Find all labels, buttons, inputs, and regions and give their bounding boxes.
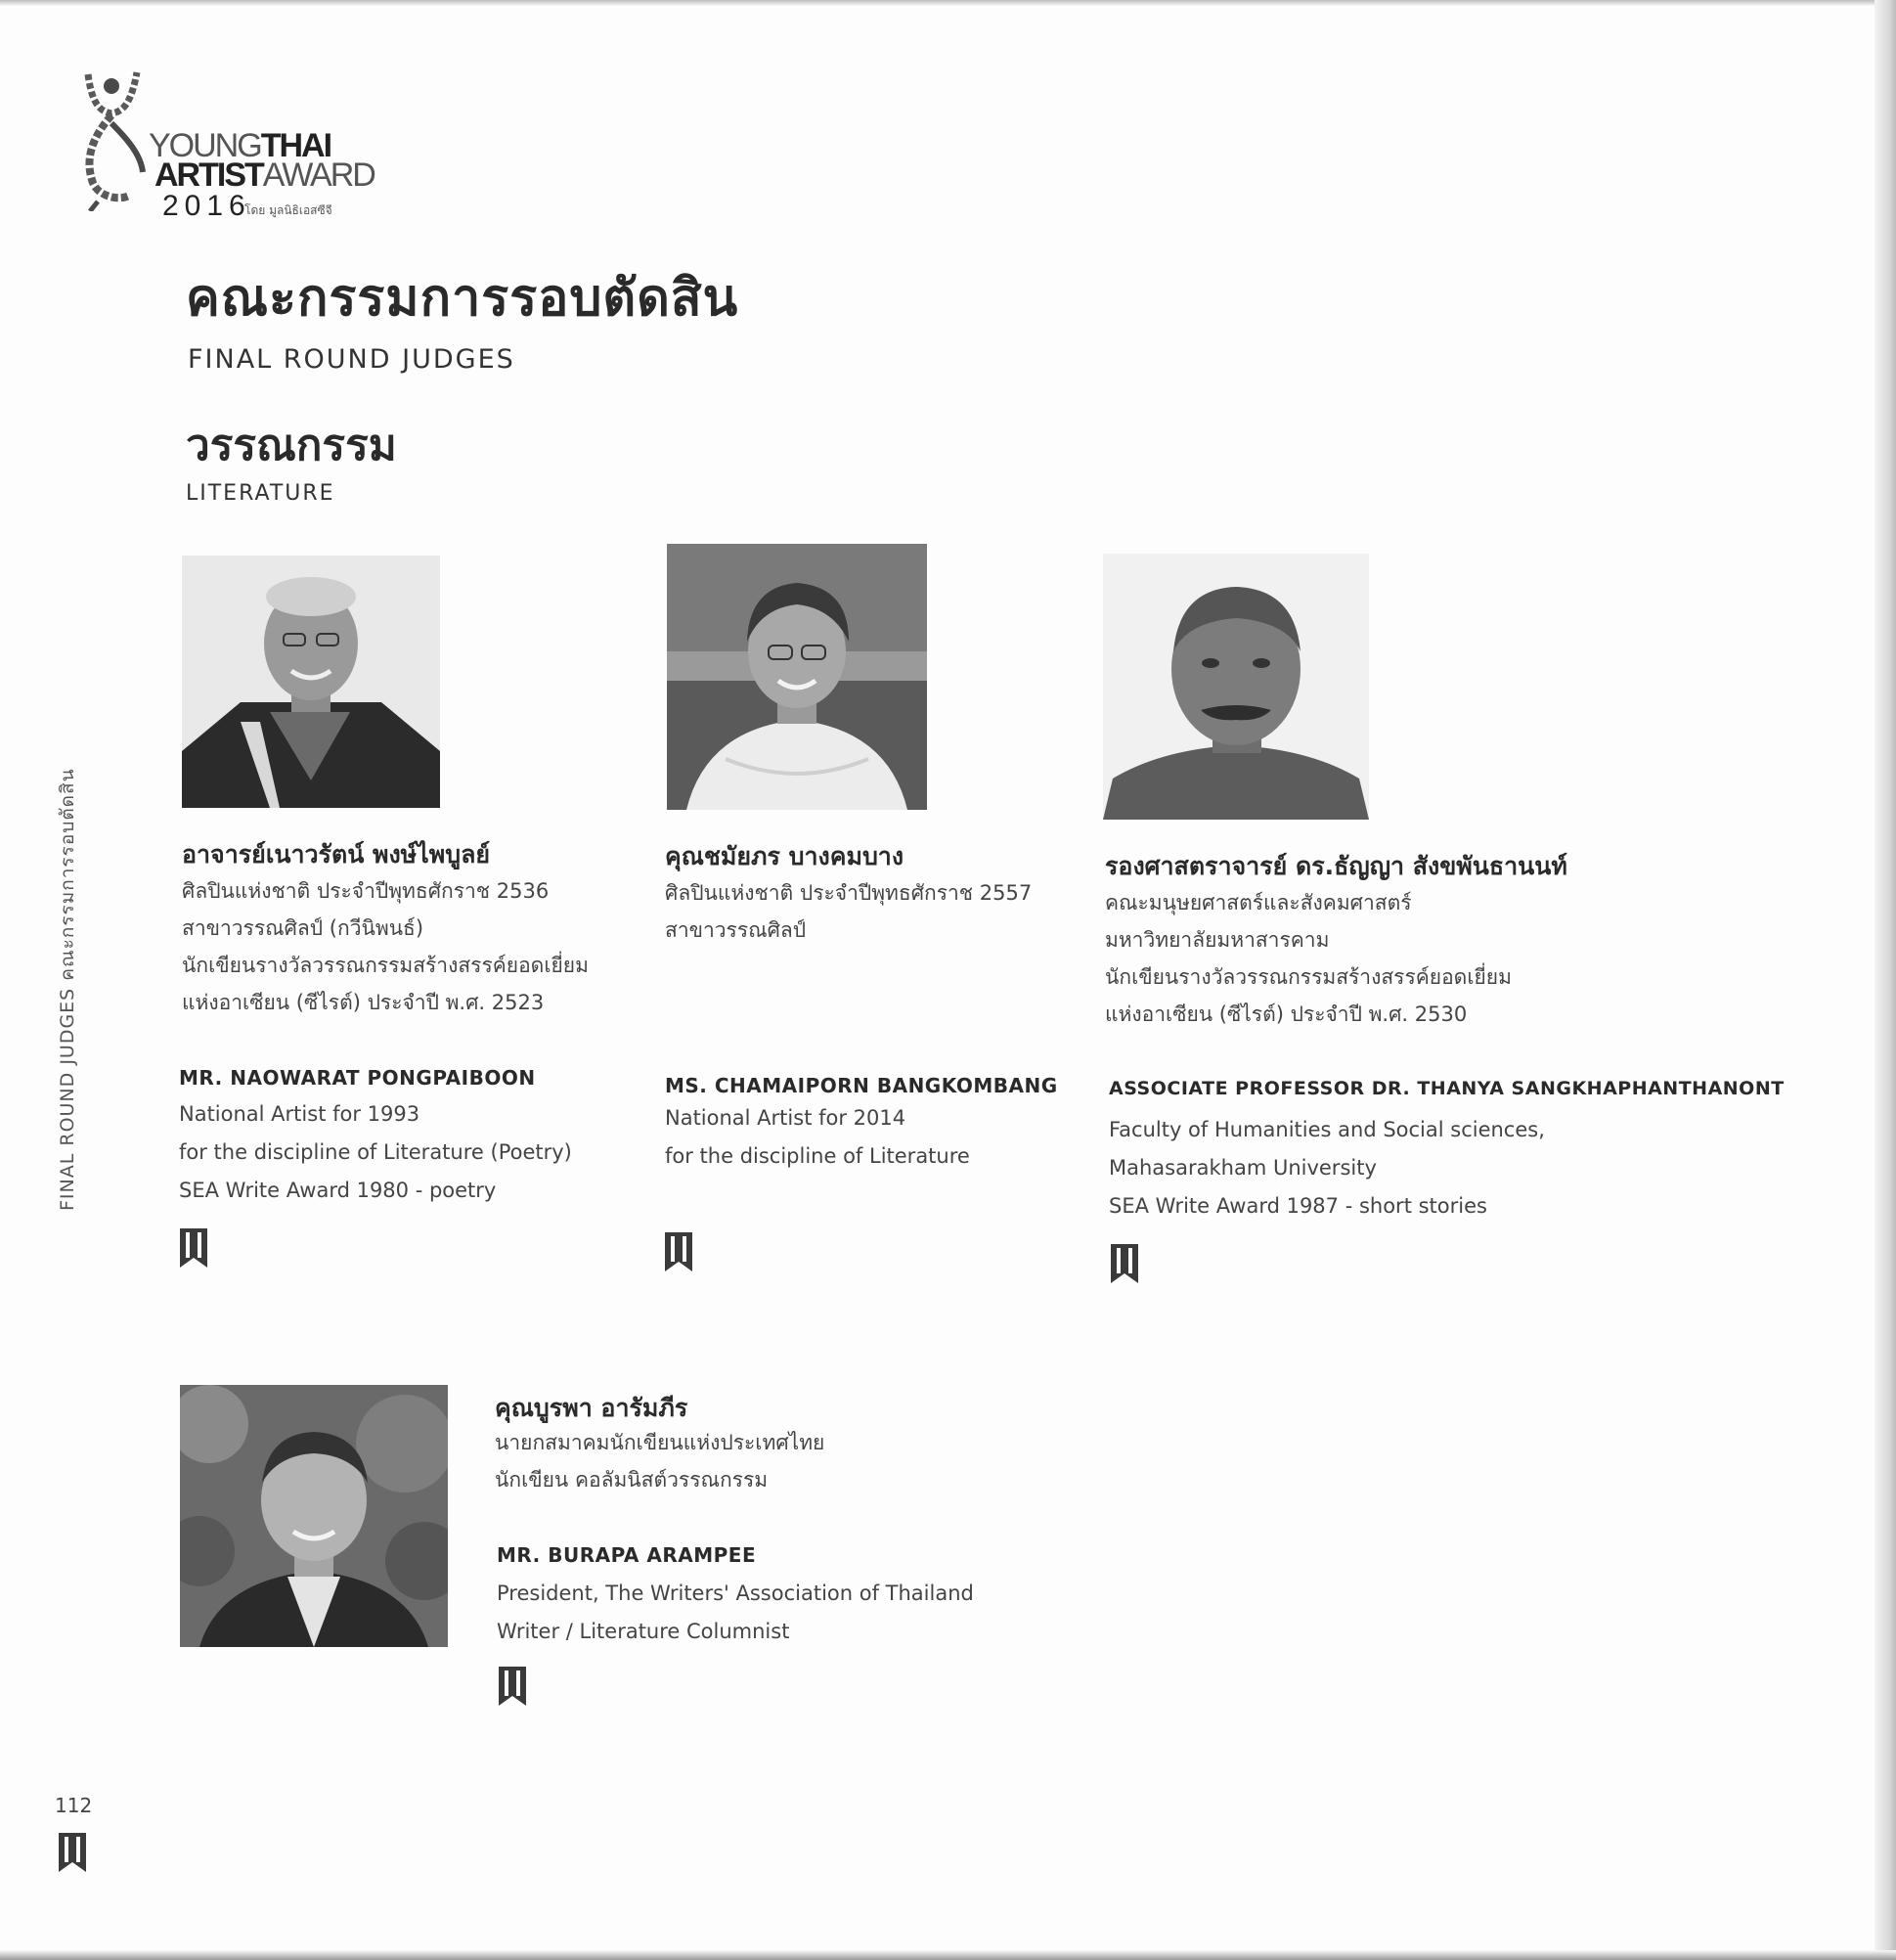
judge-detail-line: แห่งอาเซียน (ซีไรต์) ประจำปี พ.ศ. 2523 [182, 991, 545, 1014]
judge-name-english: MR. NAOWARAT PONGPAIBOON [179, 1066, 536, 1090]
bookmark-icon [180, 1228, 207, 1268]
judge-detail-line: นักเขียนรางวัลวรรณกรรมสร้างสรรค์ยอดเยี่ยม [1105, 965, 1512, 989]
logo-by-scg: โดย มูลนิธิเอสซีจี [244, 203, 332, 217]
judge-name-thai: รองศาสตราจารย์ ดร.ธัญญา สังขพันธานนท์ [1105, 852, 1567, 880]
judge-details-thai [665, 874, 1032, 949]
judge-details-english [665, 1099, 970, 1176]
judge-detail-line: SEA Write Award 1987 - short stories [1109, 1194, 1487, 1218]
judge-detail-line: National Artist for 2014 [665, 1106, 906, 1130]
judge-detail-line: for the discipline of Literature [665, 1144, 970, 1168]
judge-photo-burapa [180, 1385, 448, 1647]
judge-detail-line: นายกสมาคมนักเขียนแห่งประเทศไทย [495, 1431, 825, 1454]
judge-details-thai [495, 1424, 824, 1498]
judge-detail-line: Mahasarakham University [1109, 1156, 1377, 1180]
logo-year: 2016 [162, 190, 251, 222]
judge-detail-line: สาขาวรรณศิลป์ [665, 918, 807, 942]
judge-detail-line: Writer / Literature Columnist [497, 1620, 790, 1643]
young-thai-artist-award-logo [78, 65, 375, 222]
bookmark-icon [59, 1833, 86, 1872]
judge-details-thai [182, 872, 589, 1021]
judge-name-thai: คุณบูรพา อารัมภีร [495, 1394, 688, 1422]
bookmark-icon [1111, 1244, 1138, 1283]
judge-detail-line: SEA Write Award 1980 - poetry [179, 1179, 497, 1202]
page-title-english: FINAL ROUND JUDGES [188, 344, 515, 375]
judge-name-thai: คุณชมัยภร บางคมบาง [665, 842, 904, 870]
judge-details-thai [1105, 884, 1512, 1033]
logo-award: AWARD [262, 156, 375, 194]
judge-photo-naowarat [182, 556, 440, 808]
bookmark-icon [665, 1232, 692, 1271]
judge-detail-line: นักเขียนรางวัลวรรณกรรมสร้างสรรค์ยอดเยี่ยม [182, 954, 589, 977]
judge-details-english [179, 1095, 572, 1210]
judge-name-english: ASSOCIATE PROFESSOR DR. THANYA SANGKHAPHANTHANONT [1109, 1078, 1785, 1099]
judge-detail-line: ศิลปินแห่งชาติ ประจำปีพุทธศักราช 2536 [182, 879, 550, 903]
judge-photo-thanya [1103, 554, 1369, 820]
judge-detail-line: สาขาวรรณศิลป์ (กวีนิพนธ์) [182, 916, 424, 940]
judge-name-english: MS. CHAMAIPORN BANGKOMBANG [665, 1074, 1058, 1097]
judge-photo-chamaiporn [667, 544, 927, 810]
page-spine-shadow [1874, 0, 1896, 1960]
judge-detail-line: National Artist for 1993 [179, 1102, 420, 1126]
judge-detail-line: คณะมนุษยศาสตร์และสังคมศาสตร์ [1105, 891, 1412, 914]
judge-detail-line: President, The Writers' Association of Thailand [497, 1581, 974, 1605]
page-title-thai: คณะกรรมการรอบตัดสิน [186, 269, 739, 328]
judge-detail-line: แห่งอาเซียน (ซีไรต์) ประจำปี พ.ศ. 2530 [1105, 1002, 1468, 1026]
judge-detail-line: มหาวิทยาลัยมหาสารคาม [1105, 928, 1330, 952]
page-top-edge [0, 0, 1896, 6]
bookmark-icon [499, 1667, 526, 1706]
logo-artist: ARTIST [154, 156, 263, 194]
judge-detail-line: นักเขียน คอลัมนิสต์วรรณกรรม [495, 1468, 769, 1492]
page-bottom-edge [0, 1950, 1896, 1960]
section-title-english: LITERATURE [186, 481, 335, 506]
judge-details-english [1109, 1111, 1545, 1225]
judge-detail-line: for the discipline of Literature (Poetry) [179, 1140, 572, 1164]
judge-name-english: MR. BURAPA ARAMPEE [497, 1543, 757, 1567]
page-number: 112 [55, 1794, 93, 1817]
logo-young: YOUNG [149, 127, 261, 164]
side-running-title: FINAL ROUND JUDGES คณะกรรมการรอบตัดสิน [57, 768, 78, 1211]
logo-thai: THAI [260, 127, 331, 164]
judge-name-thai: อาจารย์เนาวรัตน์ พงษ์ไพบูลย์ [182, 840, 491, 869]
judge-details-english [497, 1575, 974, 1651]
judge-detail-line: ศิลปินแห่งชาติ ประจำปีพุทธศักราช 2557 [665, 881, 1033, 905]
judge-detail-line: Faculty of Humanities and Social sciences, [1109, 1118, 1545, 1141]
section-title-thai: วรรณกรรม [186, 421, 397, 470]
